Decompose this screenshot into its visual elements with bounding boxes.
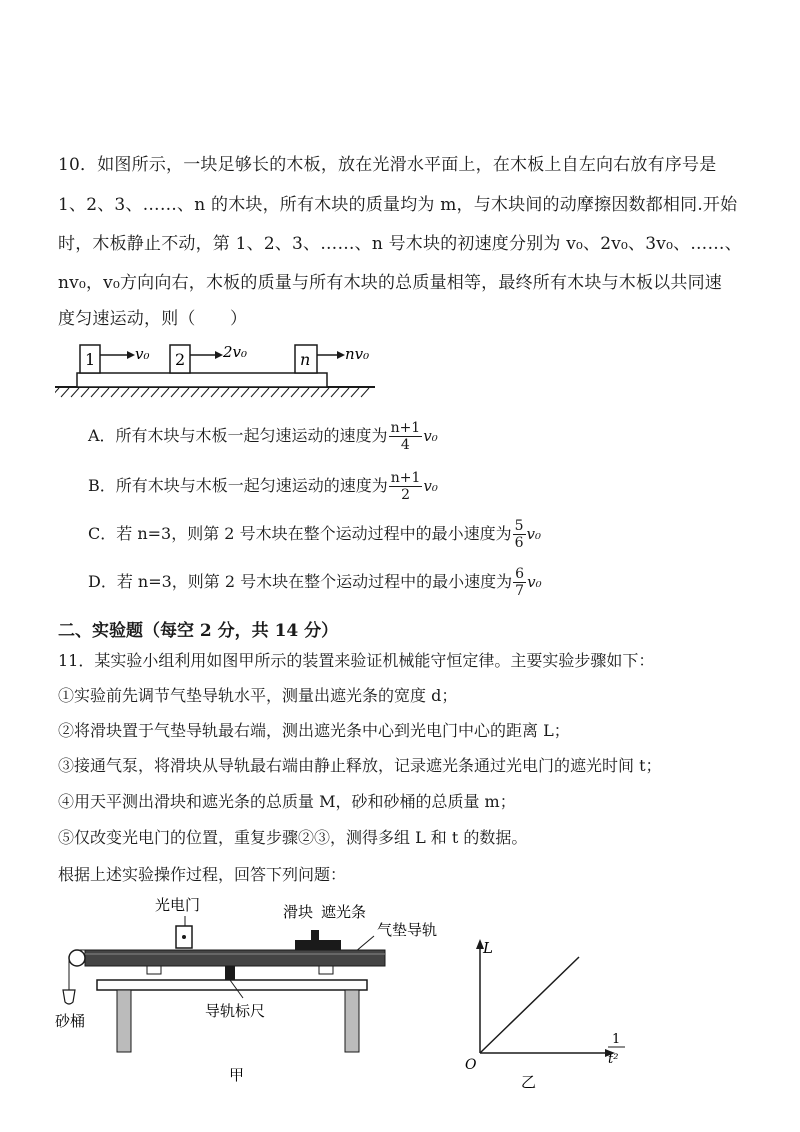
sand-bucket — [63, 990, 75, 1004]
option-c-text: C．若 n=3，则第 2 号木块在整个运动过程中的最小速度为 — [88, 524, 512, 543]
photogate-label: 光电门 — [155, 896, 201, 914]
air-track-label: 气垫导轨 — [377, 921, 438, 939]
block-1-velocity: v₀ — [135, 345, 150, 363]
option-a-denominator: 4 — [400, 437, 410, 453]
option-c-numerator: 5 — [514, 518, 524, 534]
block-2-velocity: 2v₀ — [223, 343, 248, 361]
shade-strip-label: 遮光条 — [321, 903, 367, 921]
option-a-fraction — [389, 420, 423, 453]
figure-jia-caption: 甲 — [229, 1066, 245, 1084]
figure-yi-caption: 乙 — [521, 1073, 537, 1091]
option-b-unit: v₀ — [423, 477, 438, 495]
block-2-label: 2 — [175, 350, 186, 369]
option-d-fraction — [513, 566, 526, 599]
option-c-denominator: 6 — [514, 535, 524, 551]
option-a-text: A．所有木块与木板一起匀速运动的速度为 — [88, 426, 388, 445]
option-c-fraction — [513, 518, 526, 551]
option-a — [88, 420, 438, 453]
y-axis-label: L — [483, 939, 493, 957]
q11-step-3: ③接通气泵，将滑块从导轨最右端由静止释放，记录遮光条通过光电门的遮光时间 t； — [58, 756, 662, 775]
option-c-unit: v₀ — [526, 525, 541, 543]
proportional-line — [480, 957, 579, 1053]
option-b-fraction — [389, 470, 423, 503]
pulley — [69, 950, 85, 966]
q10-board-figure — [55, 335, 385, 410]
option-d-unit: v₀ — [527, 573, 542, 591]
q11-step-5: ⑤仅改变光电门的位置，重复步骤②③，测得多组 L 和 t 的数据。 — [58, 828, 528, 847]
block-n-label: n — [300, 350, 311, 369]
option-d-numerator: 6 — [515, 566, 525, 582]
origin-label: O — [465, 1057, 477, 1073]
block-1-label: 1 — [85, 350, 96, 369]
board — [77, 373, 327, 387]
q10-line-2: 1、2、3、……、n 的木块，所有木块的质量均为 m，与木块间的动摩擦因数都相同.开始 — [58, 195, 738, 215]
section-title: 二、实验题（每空 2 分，共 14 分） — [58, 621, 339, 641]
q10-line-4: nv₀，v₀方向向右，木板的质量与所有木块的总质量相等，最终所有木块与木板以共同速 — [58, 273, 722, 293]
option-b-denominator: 2 — [401, 487, 411, 503]
sand-bucket-label: 砂桶 — [55, 1012, 86, 1030]
option-d-denominator: 7 — [515, 583, 525, 599]
figure-jia-air-track — [55, 890, 455, 1090]
option-b-numerator: n+1 — [390, 470, 421, 486]
q10-line-1: 10．如图所示，一块足够长的木板，放在光滑水平面上，在木板上自左向右放有序号是 — [58, 155, 717, 175]
q10-line-3: 时，木板静止不动，第 1、2、3、……、n 号木块的初速度分别为 v₀、2v₀、3v₀、……、 — [58, 234, 742, 254]
q11-step-2: ②将滑块置于气垫导轨最右端，测出遮光条中心到光电门中心的距离 L； — [58, 721, 570, 740]
table-top — [97, 980, 367, 990]
q11-step-1: ①实验前先调节气垫导轨水平，测量出遮光条的宽度 d； — [58, 686, 458, 705]
q11-intro: 11．某实验小组利用如图甲所示的装置来验证机械能守恒定律。主要实验步骤如下： — [58, 651, 655, 670]
slider-label: 滑块 — [283, 903, 314, 921]
option-a-unit: v₀ — [423, 427, 438, 445]
x-axis-label-denominator: t² — [608, 1052, 619, 1067]
figure-yi-graph — [455, 935, 645, 1095]
option-d — [88, 566, 542, 599]
option-b — [88, 470, 438, 503]
option-d-text: D．若 n=3，则第 2 号木块在整个运动过程中的最小速度为 — [88, 572, 513, 591]
block-n-velocity: nv₀ — [345, 345, 370, 363]
x-axis-label-numerator: 1 — [612, 1032, 621, 1047]
rail-scale-label: 导轨标尺 — [205, 1002, 266, 1020]
q11-step-4: ④用天平测出滑块和遮光条的总质量 M，砂和砂桶的总质量 m； — [58, 792, 516, 811]
option-b-text: B．所有木块与木板一起匀速运动的速度为 — [88, 476, 388, 495]
q10-line-5: 度匀速运动，则（ ） — [58, 309, 248, 329]
air-track — [85, 950, 385, 966]
q11-prompt: 根据上述实验操作过程，回答下列问题： — [58, 865, 347, 884]
option-a-numerator: n+1 — [390, 420, 421, 436]
option-c — [88, 518, 541, 551]
